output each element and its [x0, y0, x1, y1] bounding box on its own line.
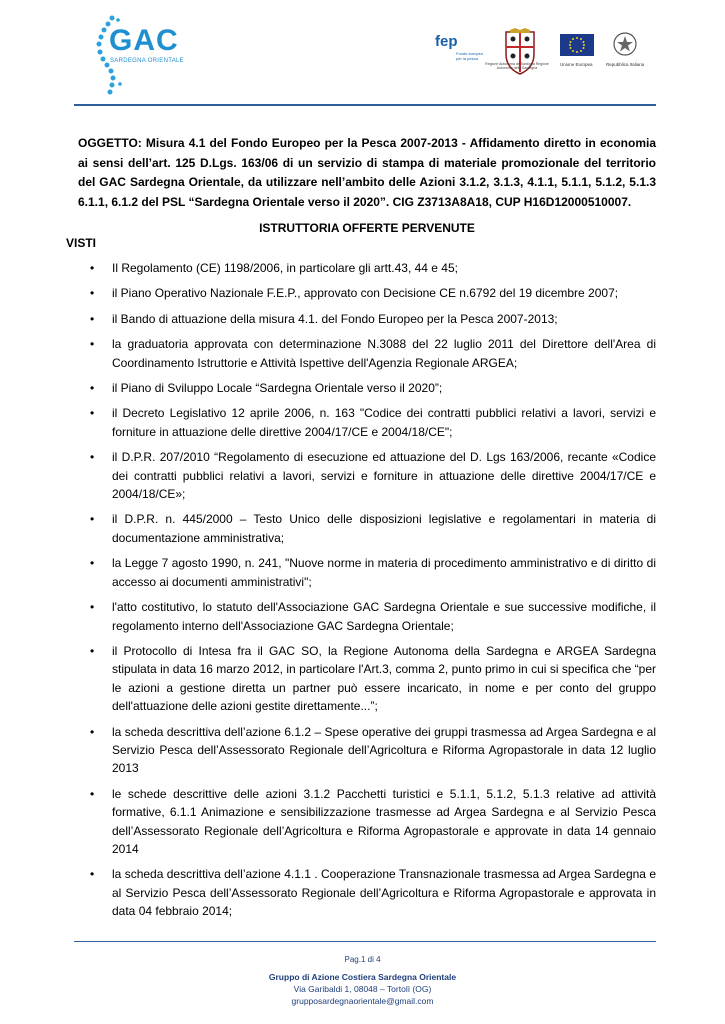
footer-address: Via Garibaldi 1, 08048 – Tortolì (OG) [293, 984, 432, 994]
fep-logo-subtitle: Fondo europeo per la pesca [456, 51, 484, 61]
document-body [78, 134, 656, 236]
eu-caption: Unione Europea [560, 62, 593, 67]
gac-logo-subtitle: SARDEGNA ORIENTALE [110, 58, 184, 64]
list-item: • l'atto costitutivo, lo statuto dell'Associazione GAC Sardegna Orientale e sue successive modifiche, il regolamento interno dell'Associazione GAC Sardegna Orientale; [90, 598, 656, 635]
list-item: • Il Regolamento (CE) 1198/2006, in particolare gli artt.43, 44 e 45; [90, 259, 656, 277]
fep-logo [435, 33, 483, 67]
list-item: • il Piano di Sviluppo Locale “Sardegna Orientale verso il 2020”; [90, 379, 656, 397]
letterhead [0, 0, 725, 106]
italian-republic-caption: Repubblica Italiana [606, 62, 645, 67]
visti-list [90, 259, 656, 921]
list-item: • la graduatoria approvata con determinazione N.3088 del 22 luglio 2011 del Direttore dell'Area di Coordinamento Istruttorie e Attività Ispettive dell'Agenzia Regionale ARGEA; [90, 335, 656, 372]
sardegna-caption: Regione Autonoma de Sardigna Regione Autonoma della Sardegna [485, 62, 549, 70]
list-item: • la scheda descrittiva dell’azione 6.1.2 – Spese operative dei gruppi trasmessa ad Argea Sardegna e al Servizio Pesca dell’Assessorato Regionale dell’Agricoltura e Riforma Agropastorale in data 12 luglio 2013 [90, 723, 656, 778]
eu-flag-icon [560, 34, 594, 56]
footer-email[interactable]: grupposardegnaorientale@gmail.com [291, 996, 434, 1006]
header-divider [74, 104, 656, 106]
list-item: • le schede descrittive delle azioni 3.1.2 Pacchetti turistici e 5.1.1, 5.1.2, 5.1.3 relative ad attività formative, 6.1.1 Animazione e sensibilizzazione trasmesse ad Argea Sardegna e al Servizio Pesca dell’Assessorato Regionale dell’Agricoltura e Riforma Agropastorale e approvate in data 14 gennaio 2014 [90, 785, 656, 859]
list-item: • il D.P.R. 207/2010 “Regolamento di esecuzione ed attuazione del D. Lgs 163/2006, recante «Codice dei contratti pubblici relativi a lavori, servizi e forniture in attuazione delle direttive 2004/17/CE e 2004/18/CE»; [90, 448, 656, 503]
italian-republic-emblem-icon [612, 30, 638, 58]
footer-organization: Gruppo di Azione Costiera Sardegna Orientale [268, 972, 457, 982]
fep-logo-text: fep [435, 33, 458, 50]
list-item: • il Decreto Legislativo 12 aprile 2006, n. 163 "Codice dei contratti pubblici relativi a lavori, servizi e forniture in attuazione delle direttive 2004/17/CE e 2004/18/CE"; [90, 404, 656, 441]
visti-heading: VISTI [66, 236, 97, 250]
list-item: • la scheda descrittiva dell’azione 4.1.1 . Cooperazione Transnazionale trasmessa ad Argea Sardegna e al Servizio Pesca dell’Assessorato Regionale dell’Agricoltura e Riforma Agropastorale e approvata in data 04 febbraio 2014; [90, 865, 656, 920]
document-subject: OGGETTO: Misura 4.1 del Fondo Europeo per la Pesca 2007-2013 - Affidamento diretto in economia ai sensi dell’art. 125 D.Lgs. 163/06 di un servizio di stampa di materiale promozionale del territorio del GAC Sardegna Orientale, da utilizzare nell’ambito delle Azioni 3.1.2, 3.1.3, 4.1.1, 5.1.1, 5.1.2, 5.1.3 6.1.1, 6.1.2 del PSL “Sardegna Orientale verso il 2020”. CIG Z3713A8A18, CUP H16D12000510007. [78, 136, 656, 209]
list-item: • la Legge 7 agosto 1990, n. 241, "Nuove norme in materia di procedimento amministrativo e di diritto di accesso ai documenti amministrativi"; [90, 554, 656, 591]
gac-logo-text: GAC [109, 24, 179, 57]
list-item: • il D.P.R. n. 445/2000 – Testo Unico delle disposizioni legislative e regolamentari in materia di documentazione amministrativa; [90, 510, 656, 547]
section-title: ISTRUTTORIA OFFERTE PERVENUTE [259, 221, 475, 235]
page-number: Pag.1 di 4 [344, 955, 381, 964]
list-item: • il Piano Operativo Nazionale F.E.P., approvato con Decisione CE n.6792 del 19 dicembre 2007; [90, 284, 656, 302]
footer-divider [74, 941, 656, 942]
list-item: • il Protocollo di Intesa fra il GAC SO, la Regione Autonoma della Sardegna e ARGEA Sardegna stipulata in data 16 marzo 2012, in particolare l'Art.3, comma 2, punto primo in cui si specifica che “per le azioni a gestione diretta un partner può essere incaricato, in nome e per conto del gruppo dell'attuazione delle azioni gestite direttamente...”; [90, 642, 656, 716]
list-item: • il Bando di attuazione della misura 4.1. del Fondo Europeo per la Pesca 2007-2013; [90, 310, 656, 328]
